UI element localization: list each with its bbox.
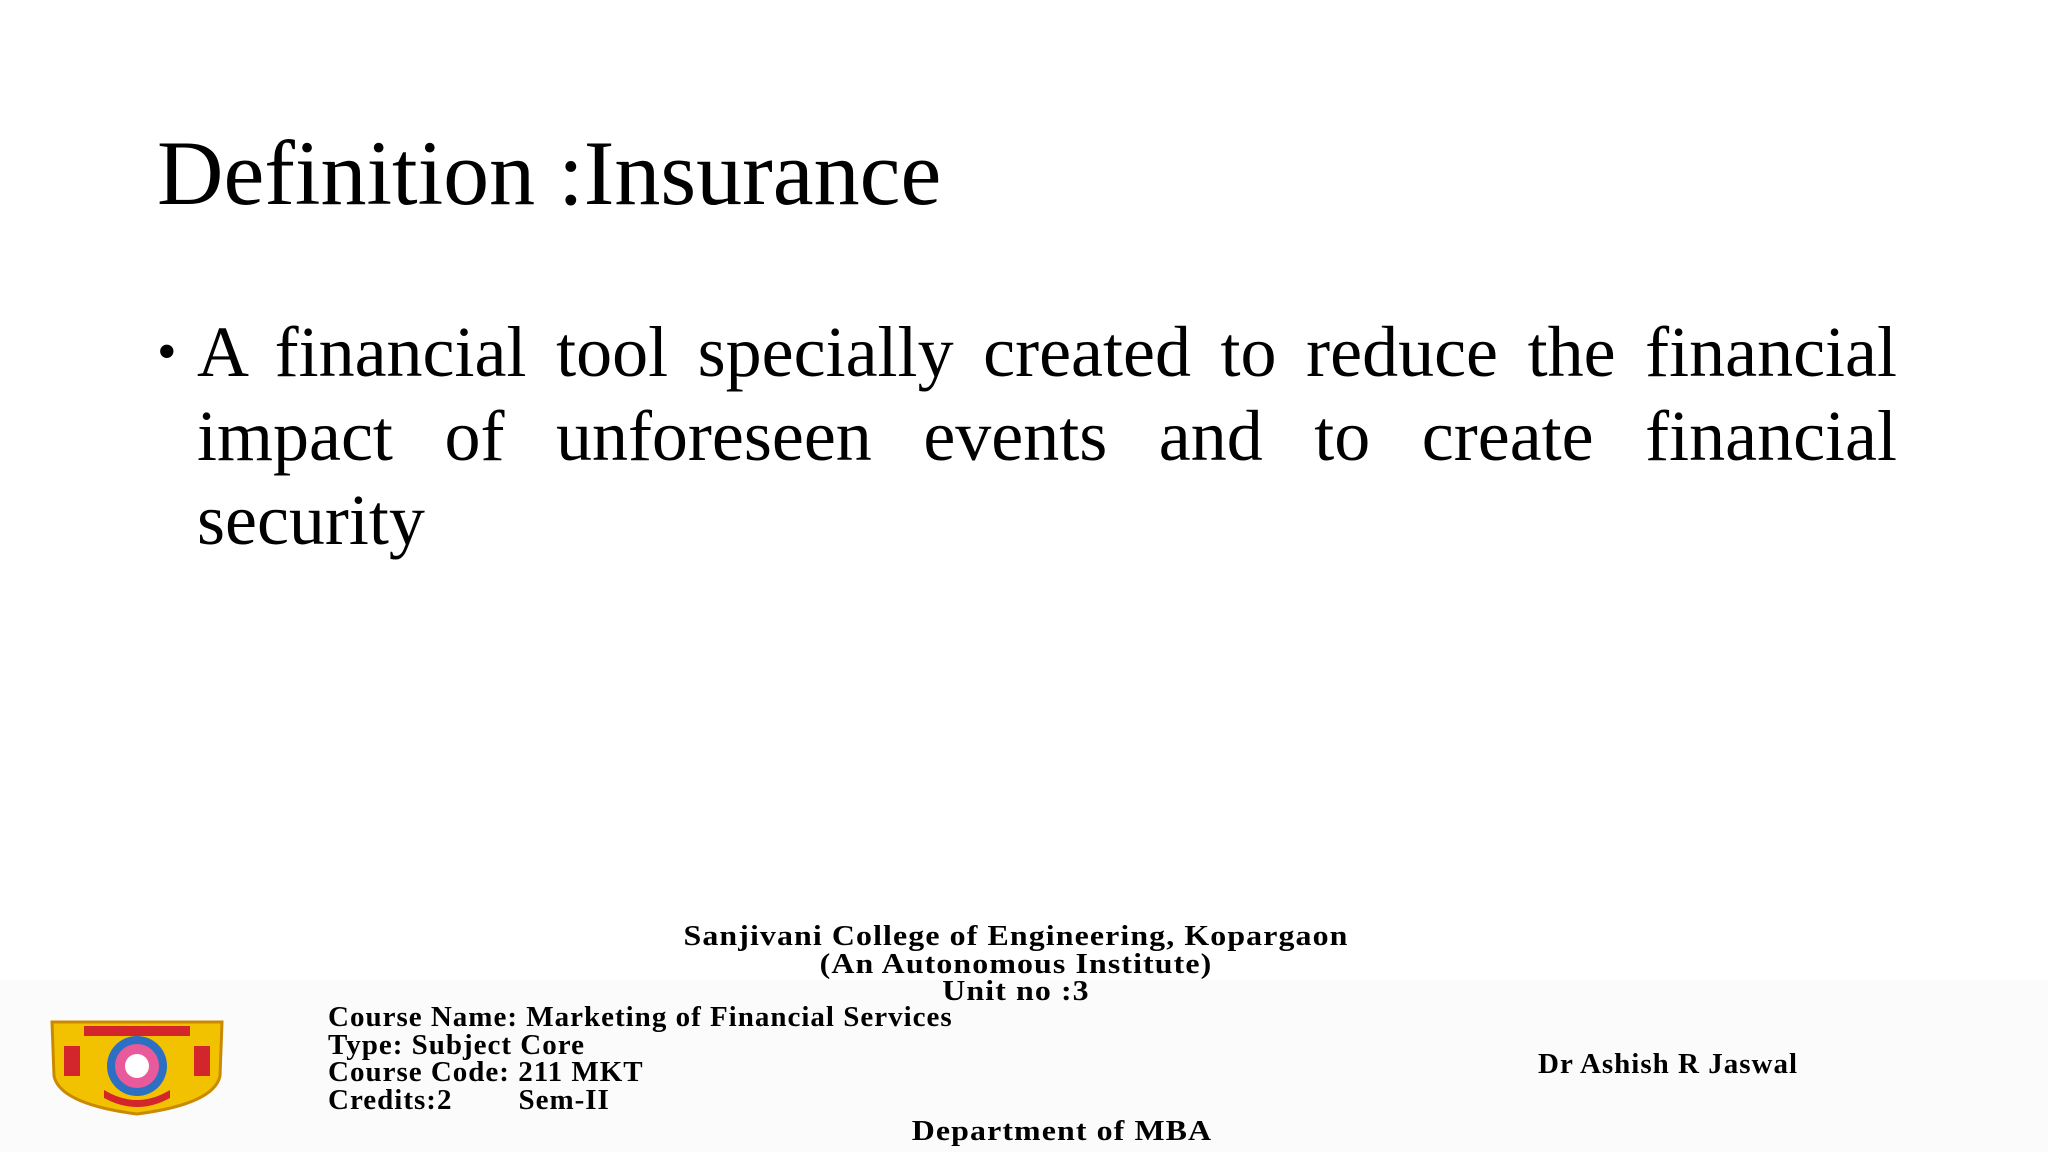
bullet-marker: • <box>157 321 177 383</box>
unit-number: Unit no :3 <box>942 975 1090 1007</box>
department-name: Department of MBA <box>911 1115 1213 1147</box>
slide-title: Definition :Insurance <box>157 122 942 224</box>
institute-note: (An Autonomous Institute) <box>819 948 1213 980</box>
credits: Credits:2 <box>328 1083 453 1116</box>
semester: Sem-II <box>518 1083 610 1116</box>
course-type: Type: Subject Core <box>328 1028 585 1061</box>
bullet-list <box>157 310 1897 562</box>
college-crest-icon <box>44 1016 230 1116</box>
bullet-item <box>157 310 1897 562</box>
course-name: Course Name: Marketing of Financial Services <box>328 1001 953 1033</box>
footer <box>0 915 2048 1152</box>
course-code: Course Code: 211 MKT <box>328 1056 644 1088</box>
course-info <box>328 1001 953 1116</box>
credits-row <box>328 1083 953 1116</box>
college-name: Sanjivani College of Engineering, Kopargaon <box>683 920 1349 952</box>
bullet-text: A financial tool specially created to reduce the financial impact of unforeseen events and to create financial security <box>197 312 1897 560</box>
author-name: Dr Ashish R Jaswal <box>1538 1048 1798 1080</box>
